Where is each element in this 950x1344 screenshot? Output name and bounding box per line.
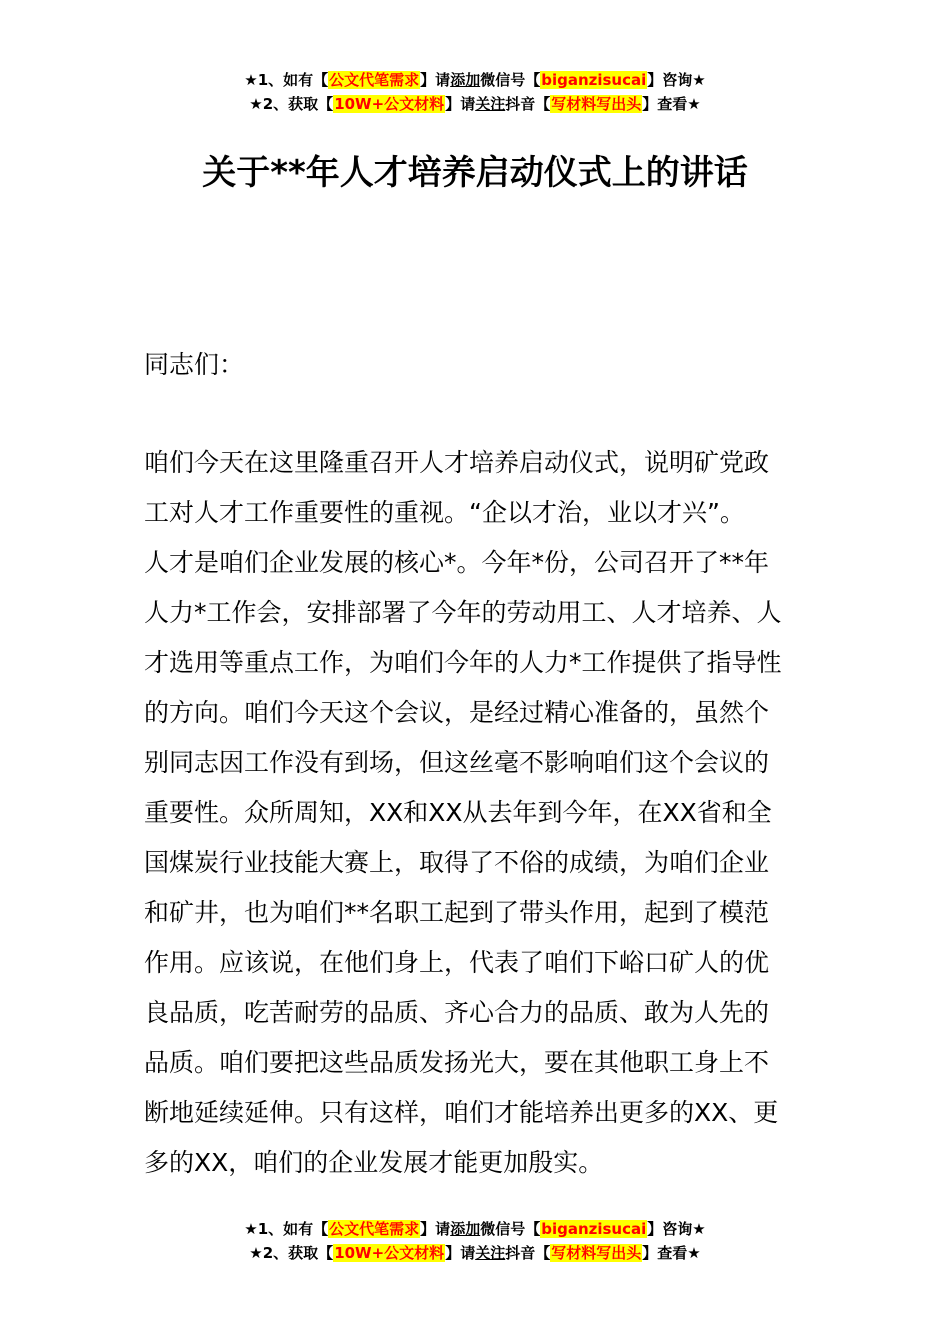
banner-text: ★2、获取【 xyxy=(249,1244,334,1262)
banner-text: 】查看★ xyxy=(642,95,701,113)
banner-text: 】请 xyxy=(445,95,476,113)
banner-text: 】咨询★ xyxy=(647,1220,706,1238)
banner-underlined: 添加 xyxy=(450,71,481,89)
body-line: 咱们今天在这里隆重召开人才培养启动仪式，说明矿党政 xyxy=(144,448,770,477)
header-banner xyxy=(0,68,950,116)
body-line: 才选用等重点工作，为咱们今年的人力*工作提供了指导性 xyxy=(144,648,782,677)
banner-text: 】请 xyxy=(420,1220,451,1238)
body-line: 人力*工作会，安排部署了今年的劳动用工、人才培养、人 xyxy=(144,598,782,627)
body-line: 作用。应该说，在他们身上，代表了咱们下峪口矿人的优 xyxy=(144,948,770,977)
body-line: 人才是咱们企业发展的核心*。今年*份，公司召开了**年 xyxy=(144,548,770,577)
highlight-wechat-id: biganzisucai xyxy=(541,71,647,89)
banner-text: ★1、如有【 xyxy=(244,1220,329,1238)
body-line: 别同志因工作没有到场，但这丝毫不影响咱们这个会议的 xyxy=(144,748,770,777)
banner-text: 微信号【 xyxy=(480,71,541,89)
body-line: 国煤炭行业技能大赛上，取得了不俗的成绩，为咱们企业 xyxy=(144,848,770,877)
body-line: 多的XX，咱们的企业发展才能更加殷实。 xyxy=(144,1148,604,1177)
highlight-materials: 10W+公文材料 xyxy=(334,95,445,113)
body-line: 品质。咱们要把这些品质发扬光大，要在其他职工身上不 xyxy=(144,1048,770,1077)
banner-line-2 xyxy=(0,92,950,116)
body-line: 工对人才工作重要性的重视。“企以才治，业以才兴”。 xyxy=(144,498,745,527)
footer-banner xyxy=(0,1217,950,1265)
highlight-wechat-id: biganzisucai xyxy=(541,1220,647,1238)
banner-underlined: 关注 xyxy=(475,95,506,113)
banner-line-1 xyxy=(0,68,950,92)
banner-text: ★1、如有【 xyxy=(244,71,329,89)
banner-line-2 xyxy=(0,1241,950,1265)
highlight-service: 公文代笔需求 xyxy=(329,1220,420,1238)
banner-text: 】咨询★ xyxy=(647,71,706,89)
banner-text: 微信号【 xyxy=(480,1220,541,1238)
banner-line-1 xyxy=(0,1217,950,1241)
body-line: 断地延续延伸。只有这样，咱们才能培养出更多的XX、更 xyxy=(144,1098,779,1127)
banner-text: 】请 xyxy=(420,71,451,89)
highlight-materials: 10W+公文材料 xyxy=(334,1244,445,1262)
banner-underlined: 关注 xyxy=(475,1244,506,1262)
banner-text: 】查看★ xyxy=(642,1244,701,1262)
banner-underlined: 添加 xyxy=(450,1220,481,1238)
highlight-douyin-account: 写材料写出头 xyxy=(551,1244,642,1262)
banner-text: ★2、获取【 xyxy=(249,95,334,113)
banner-text: 抖音【 xyxy=(505,1244,551,1262)
highlight-douyin-account: 写材料写出头 xyxy=(551,95,642,113)
body-line: 良品质，吃苦耐劳的品质、齐心合力的品质、敢为人先的 xyxy=(144,998,770,1027)
banner-text: 】请 xyxy=(445,1244,476,1262)
banner-text: 抖音【 xyxy=(505,95,551,113)
highlight-service: 公文代笔需求 xyxy=(329,71,420,89)
salutation: 同志们： xyxy=(144,350,245,379)
body-line: 和矿井，也为咱们**名职工起到了带头作用，起到了模范 xyxy=(144,898,770,927)
body-paragraph xyxy=(144,438,808,1188)
document-title: 关于**年人才培养启动仪式上的讲话 xyxy=(202,153,748,193)
body-line: 重要性。众所周知，XX和XX从去年到今年，在XX省和全 xyxy=(144,798,772,827)
body-line: 的方向。咱们今天这个会议，是经过精心准备的，虽然个 xyxy=(144,698,770,727)
